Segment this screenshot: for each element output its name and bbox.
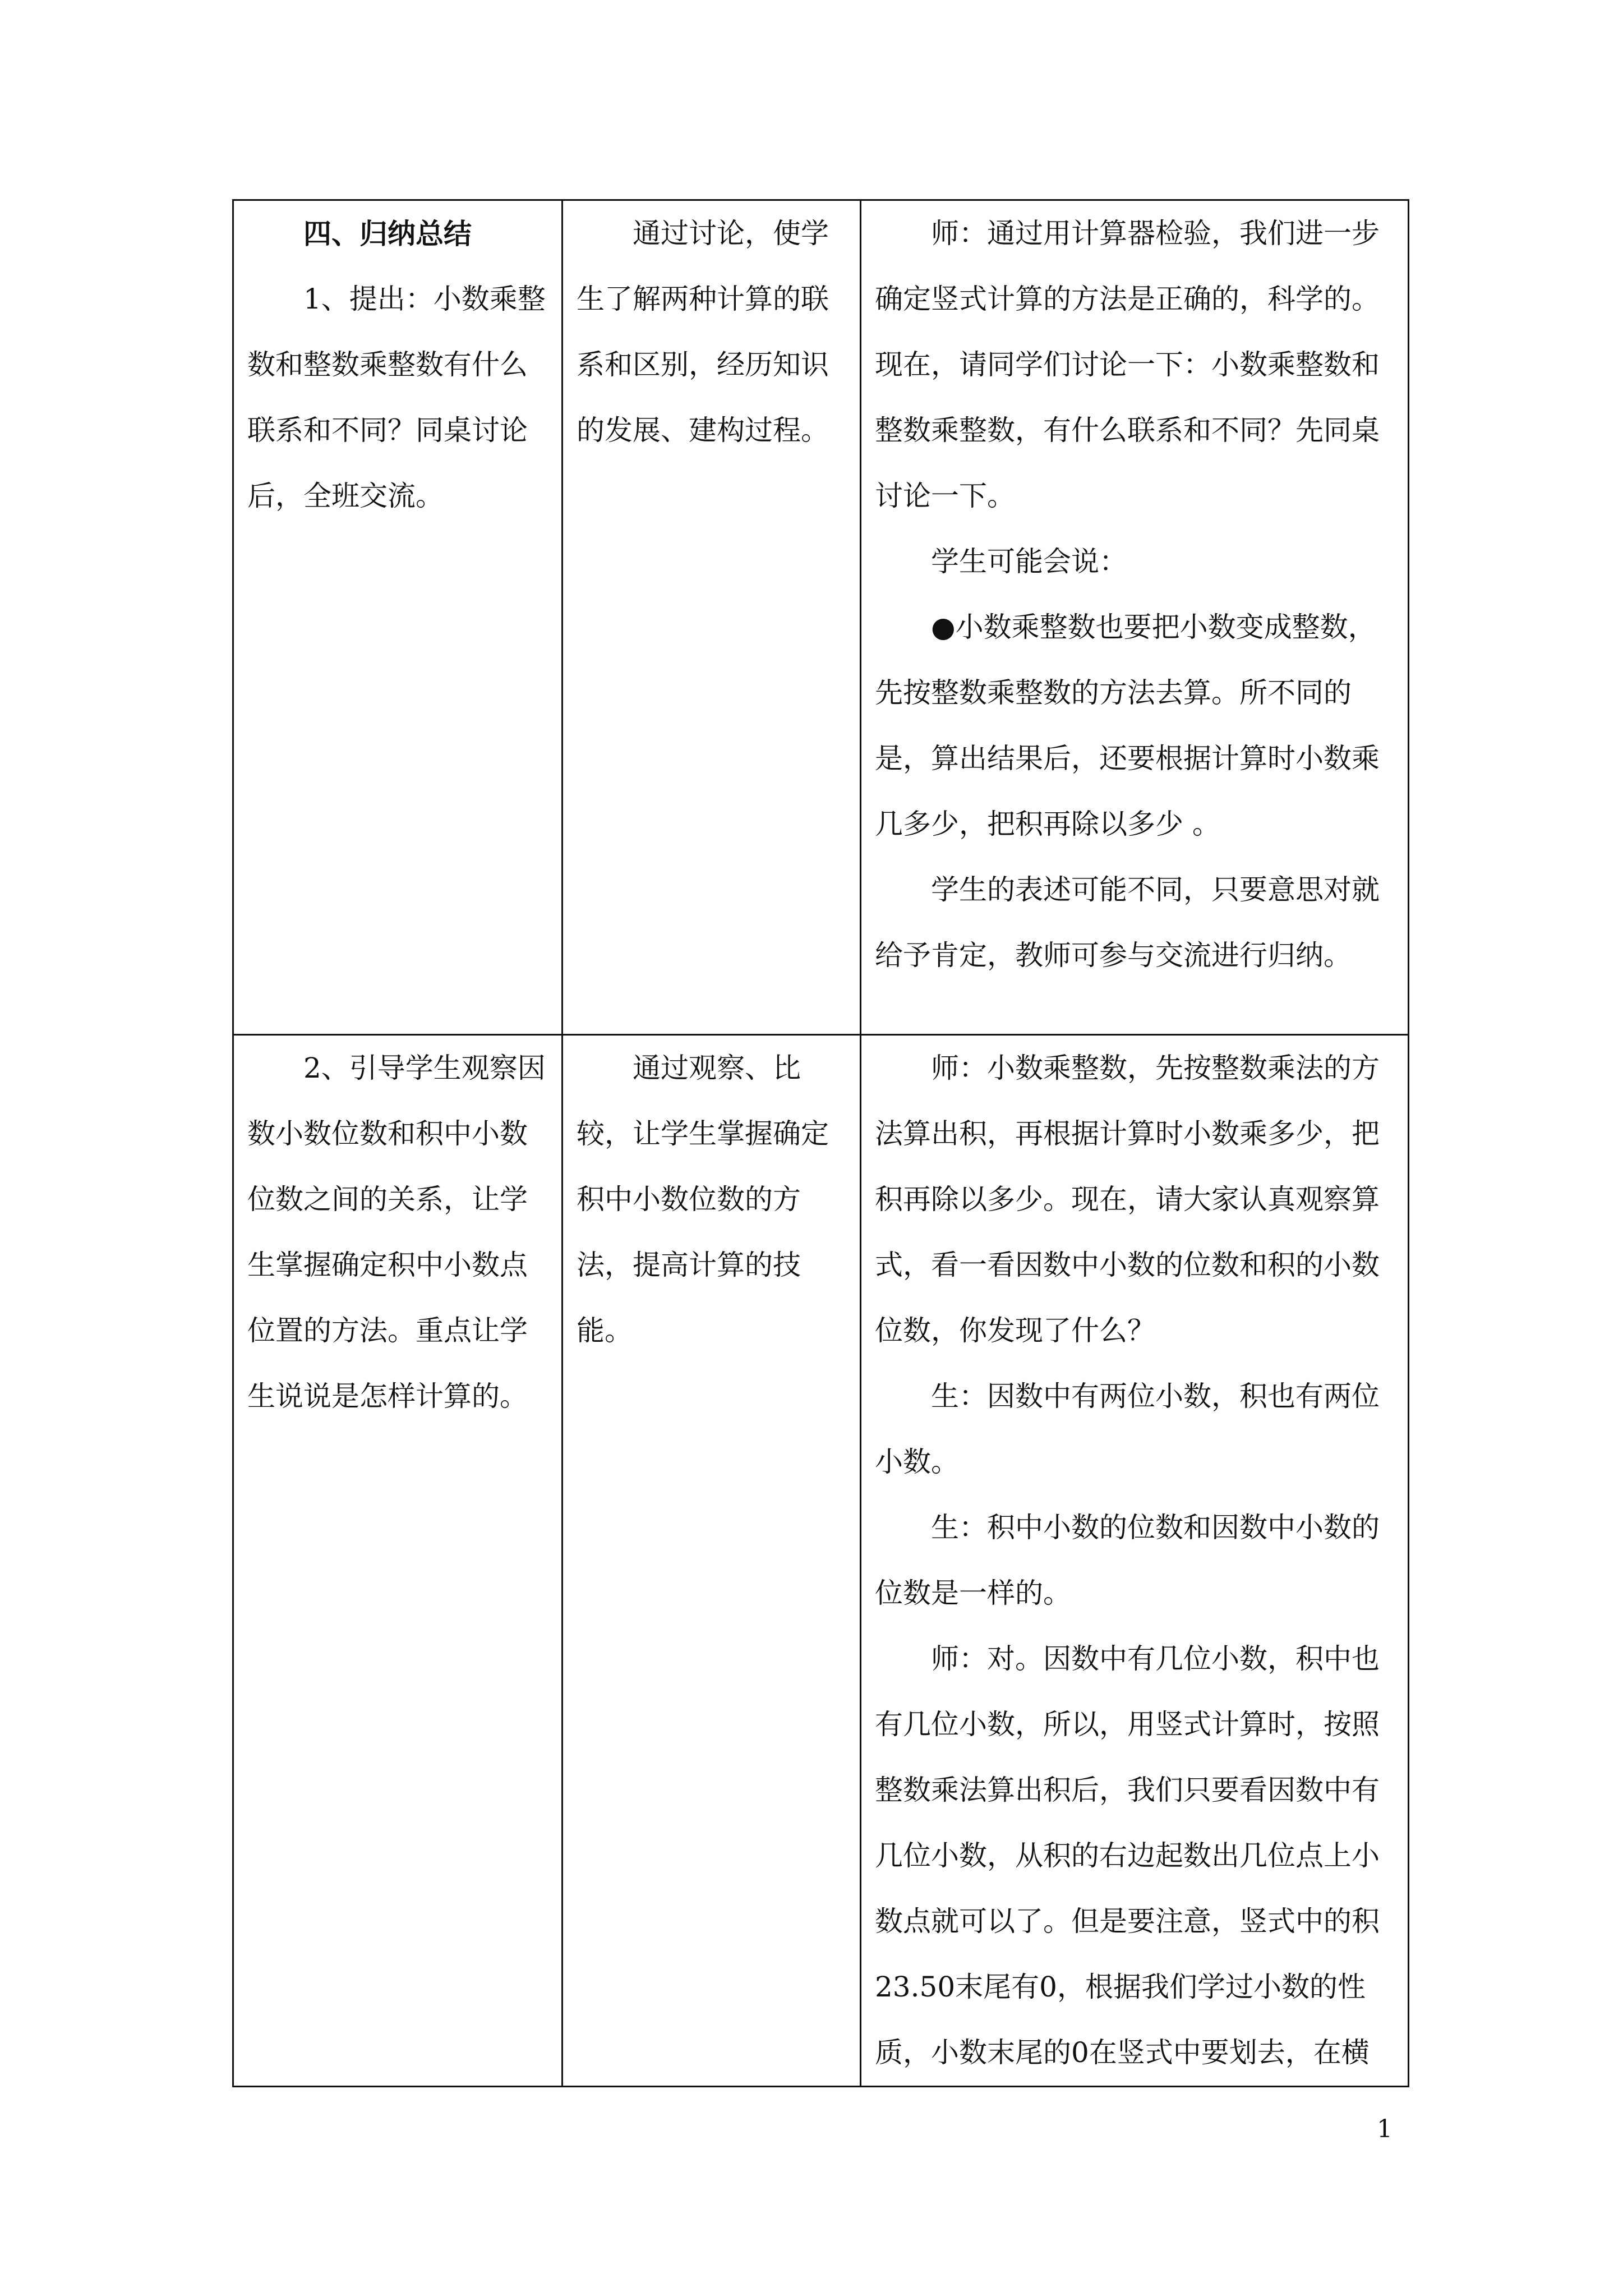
purpose-text: 通过观察、比较，让学生掌握确定积中小数位数的方法，提高计算的技能。: [577, 1052, 829, 1347]
purpose-cell: [562, 1035, 861, 2087]
page-number: 1: [1377, 2115, 1393, 2143]
table-row: [233, 200, 1409, 1035]
process-paragraph: 师：小数乘整数，先按整数乘法的方法算出积，再根据计算时小数乘多少，把积再除以多少。现在，请大家认真观察算式，看一看因数中小数的位数和积的小数位数，你发现了什么？: [875, 1052, 1380, 1347]
activity-text: 1、提出：小数乘整数和整数乘整数有什么联系和不同？同桌讨论后，全班交流。: [247, 283, 546, 512]
process-paragraph: 学生可能会说：: [931, 545, 1127, 578]
process-paragraph: 生：因数中有两位小数，积也有两位小数。: [875, 1380, 1380, 1478]
process-paragraph: 学生的表述可能不同，只要意思对就给予肯定，教师可参与交流进行归纳。: [875, 873, 1380, 972]
process-paragraph: 师：通过用计算器检验，我们进一步确定竖式计算的方法是正确的，科学的。现在，请同学们讨论一下：小数乘整数和整数乘整数，有什么联系和不同？先同桌讨论一下。: [875, 217, 1380, 512]
lesson-plan-table: [232, 199, 1409, 2087]
process-cell: [861, 200, 1409, 1035]
table-row: [233, 1035, 1409, 2087]
process-cell: [861, 1035, 1409, 2087]
purpose-text: 通过讨论，使学生了解两种计算的联系和区别，经历知识的发展、建构过程。: [577, 217, 829, 447]
section-heading: 四、归纳总结: [303, 217, 472, 250]
activity-cell: [233, 200, 562, 1035]
activity-text: 2、引导学生观察因数小数位数和积中小数位数之间的关系，让学生掌握确定积中小数点位置的方法。重点让学生说说是怎样计算的。: [247, 1052, 546, 1412]
activity-cell: [233, 1035, 562, 2087]
purpose-cell: [562, 200, 861, 1035]
process-paragraph: 师：对。因数中有几位小数，积中也有几位小数，所以，用竖式计算时，按照整数乘法算出积后，我们只要看因数中有几位小数，从积的右边起数出几位点上小数点就可以了。但是要注意，竖式中的积23.50末尾有0，根据我们学过小数的性质，小数末尾的0在竖式中要划去，在横: [875, 1642, 1380, 2069]
process-paragraph: ●小数乘整数也要把小数变成整数，先按整数乘整数的方法去算。所不同的是，算出结果后，还要根据计算时小数乘几多少，把积再除以多少 。: [875, 611, 1380, 840]
process-paragraph: 生：积中小数的位数和因数中小数的位数是一样的。: [875, 1511, 1380, 1609]
